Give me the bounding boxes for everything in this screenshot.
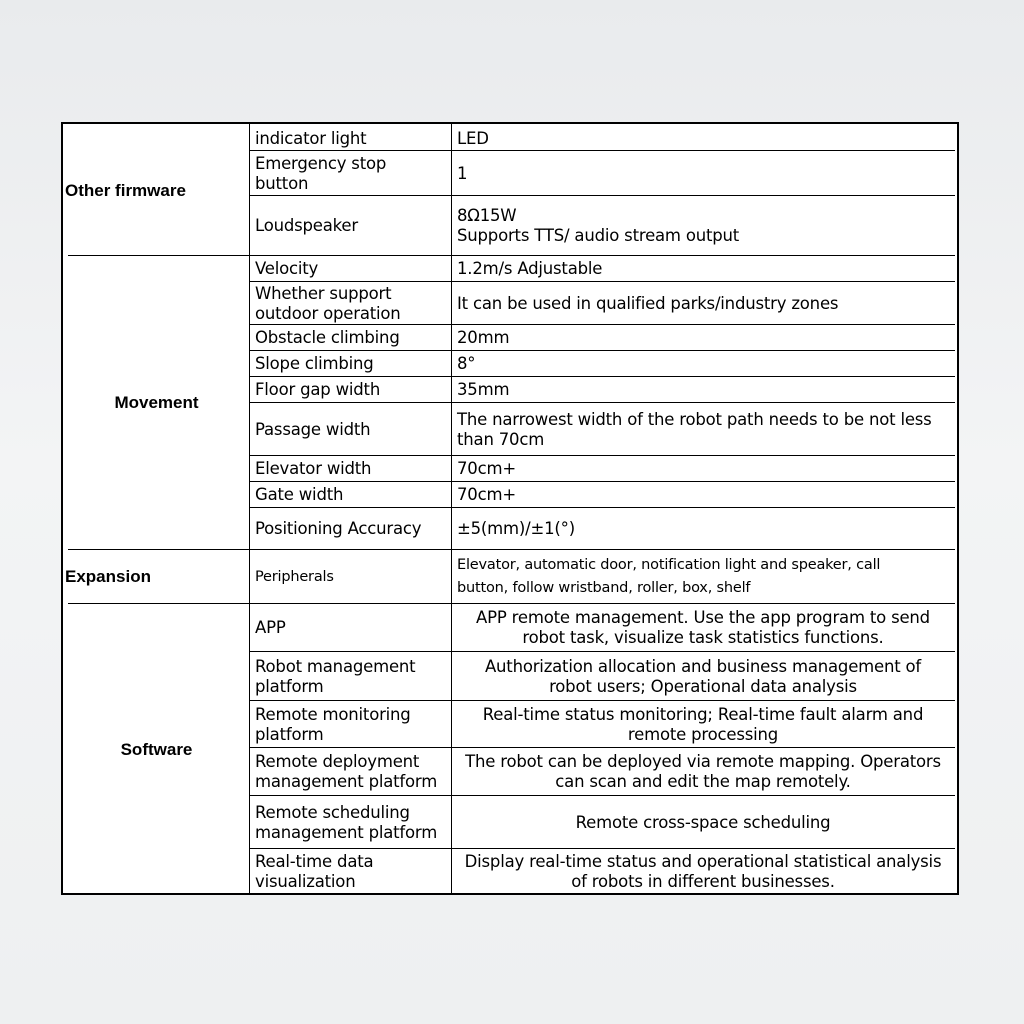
spec-label: Emergency stop button bbox=[255, 153, 387, 193]
spec-label: Remote scheduling management platform bbox=[255, 802, 438, 842]
spec-label: Remote monitoring platform bbox=[255, 704, 411, 744]
spec-value: LED bbox=[457, 128, 489, 148]
section-heading: Software bbox=[120, 739, 193, 759]
spec-label: Remote deployment management platform bbox=[255, 752, 438, 791]
spec-label: Real-time data visualization bbox=[255, 852, 374, 891]
spec-label: APP bbox=[255, 618, 286, 637]
spec-value: 1.2m/s Adjustable bbox=[457, 259, 603, 278]
spec-value: Display real-time status and operational statistical analysis of robots in different businesses. bbox=[464, 852, 942, 891]
spec-value: 70cm+ bbox=[457, 459, 516, 478]
spec-value: 8Ω15W Supports TTS/ audio stream output bbox=[457, 206, 740, 245]
spec-label: Elevator width bbox=[255, 459, 372, 478]
spec-label: Loudspeaker bbox=[255, 216, 358, 235]
section-heading: Other firmware bbox=[65, 181, 186, 200]
spec-label: Passage width bbox=[255, 419, 371, 439]
spec-value: Elevator, automatic door, notification light and speaker, call button, follow wristband, roller, box, shelf bbox=[457, 557, 881, 596]
spec-value: 1 bbox=[457, 163, 468, 183]
section-heading: Expansion bbox=[65, 567, 151, 586]
spec-label: Whether support outdoor operation bbox=[255, 283, 401, 323]
spec-label: Obstacle climbing bbox=[255, 328, 400, 347]
spec-value: ±5(mm)/±1(°) bbox=[457, 519, 575, 538]
spec-value: The robot can be deployed via remote mapping. Operators can scan and edit the map remotely. bbox=[465, 752, 941, 791]
spec-value: Authorization allocation and business management of robot users; Operational data analysis bbox=[484, 656, 922, 696]
spec-value: It can be used in qualified parks/industry zones bbox=[457, 293, 839, 313]
spec-label: Gate width bbox=[255, 485, 344, 504]
spec-value: The narrowest width of the robot path needs to be not less than 70cm bbox=[457, 409, 932, 449]
spec-value: APP remote management. Use the app program to send robot task, visualize task statistics functions. bbox=[476, 608, 930, 647]
spec-value: Real-time status monitoring; Real-time fault alarm and remote processing bbox=[482, 704, 924, 744]
spec-value: 35mm bbox=[457, 380, 510, 399]
spec-value: 70cm+ bbox=[457, 485, 516, 504]
spec-value: 8° bbox=[457, 354, 476, 373]
spec-value: 20mm bbox=[457, 328, 510, 347]
spec-table bbox=[61, 122, 959, 895]
spec-label: Slope climbing bbox=[255, 354, 374, 373]
spec-label: Peripherals bbox=[255, 569, 334, 585]
spec-label: Positioning Accuracy bbox=[255, 519, 422, 538]
spec-label: Velocity bbox=[255, 259, 319, 278]
spec-value: Remote cross-space scheduling bbox=[575, 812, 831, 832]
spec-label: Robot management platform bbox=[255, 656, 416, 696]
spec-label: indicator light bbox=[255, 128, 367, 148]
section-heading: Movement bbox=[114, 393, 199, 412]
spec-label: Floor gap width bbox=[255, 380, 381, 399]
